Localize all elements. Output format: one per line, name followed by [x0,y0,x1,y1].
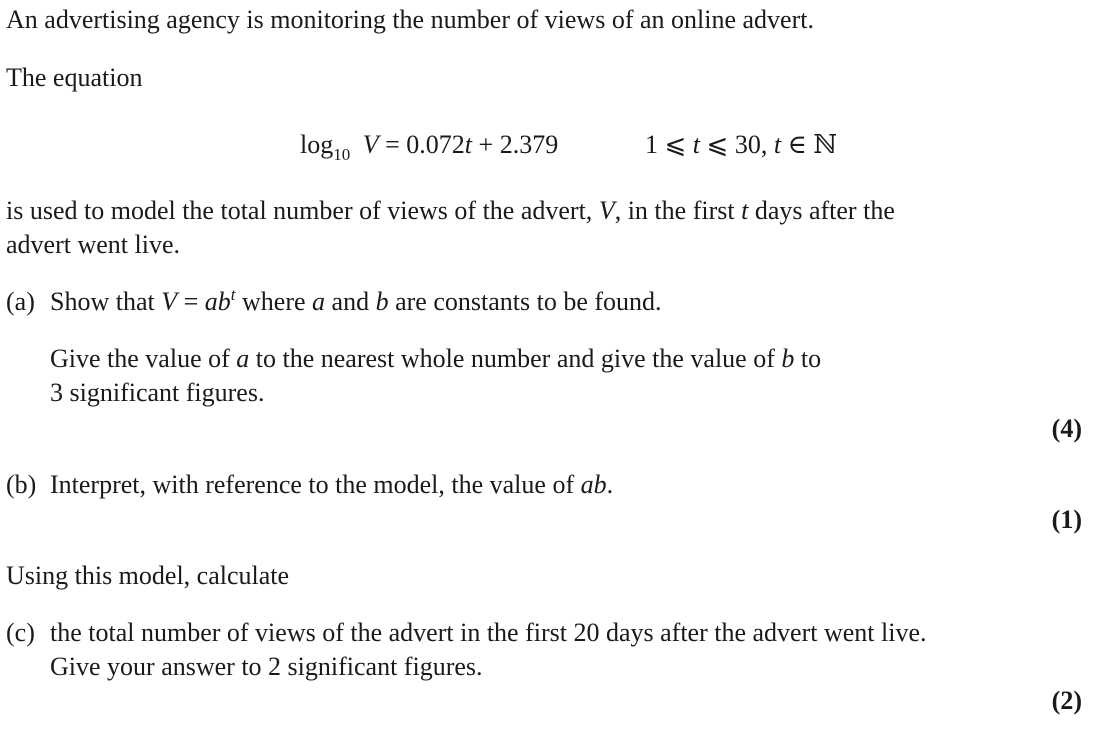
equation-coefficient: = 0.072 [378,130,465,159]
text: days after the [748,196,895,225]
text: Show that [50,287,162,316]
equation-variable-t: t [464,130,473,159]
leq-sign: ⩽ [706,130,729,159]
exponent-t: t [230,285,236,304]
part-a-instruction-line2: 3 significant figures. [50,378,265,407]
text: where [235,287,313,316]
model-description-line1 [6,194,895,228]
domain-t: t [773,130,782,159]
intro-text: An advertising agency is monitoring the number of views of an online advert. [6,5,814,34]
naturals-symbol: ℕ [813,130,838,159]
part-b-question [50,468,613,502]
part-a-label: (a) [6,287,35,316]
variable-b: b [375,287,389,316]
text: Give the value of [50,344,237,373]
log-function: log [300,130,334,159]
equation-variable-v: V [362,130,379,159]
text: . [606,470,614,499]
part-c-question-line1: the total number of views of the advert in the first 20 days after the advert went live. [50,618,927,647]
domain-upper: 30, [728,130,774,159]
variable-a: a [236,344,250,373]
text: to [794,344,822,373]
variable-b: b [781,344,795,373]
leq-sign: ⩽ [664,130,687,159]
expression-ab: ab [580,470,607,499]
part-a-marks: (4) [1051,414,1082,443]
text: , in the first [614,196,742,225]
part-b-label: (b) [6,470,37,499]
text: and [325,287,376,316]
variable-v: V [598,196,615,225]
part-c-marks: (2) [1051,686,1082,715]
model-description-line2: advert went live. [6,230,180,259]
domain-lower: 1 [645,130,665,159]
using-model-text: Using this model, calculate [6,561,290,590]
text: are constants to be found. [388,287,662,316]
equation-constant: + 2.379 [472,130,559,159]
part-c-question-line2: Give your answer to 2 significant figures. [50,652,483,681]
log-base: 10 [333,145,351,164]
part-c-label: (c) [6,618,35,647]
text: to the nearest whole number and give the value of [249,344,782,373]
variable-t: t [741,196,749,225]
variable-v: V [161,287,178,316]
domain-t: t [686,130,707,159]
model-equation [300,128,558,162]
variable-a: a [312,287,326,316]
element-of-sign: ∈ [781,130,814,159]
part-b-marks: (1) [1051,505,1082,534]
expression-ab: ab [204,287,231,316]
text: is used to model the total number of views of the advert, [6,196,599,225]
equation-domain [645,128,837,162]
part-a-instruction-line1 [50,342,821,376]
text: = [177,287,205,316]
part-a-question [50,285,662,319]
text: Interpret, with reference to the model, the value of [50,470,581,499]
equation-intro: The equation [6,63,143,92]
